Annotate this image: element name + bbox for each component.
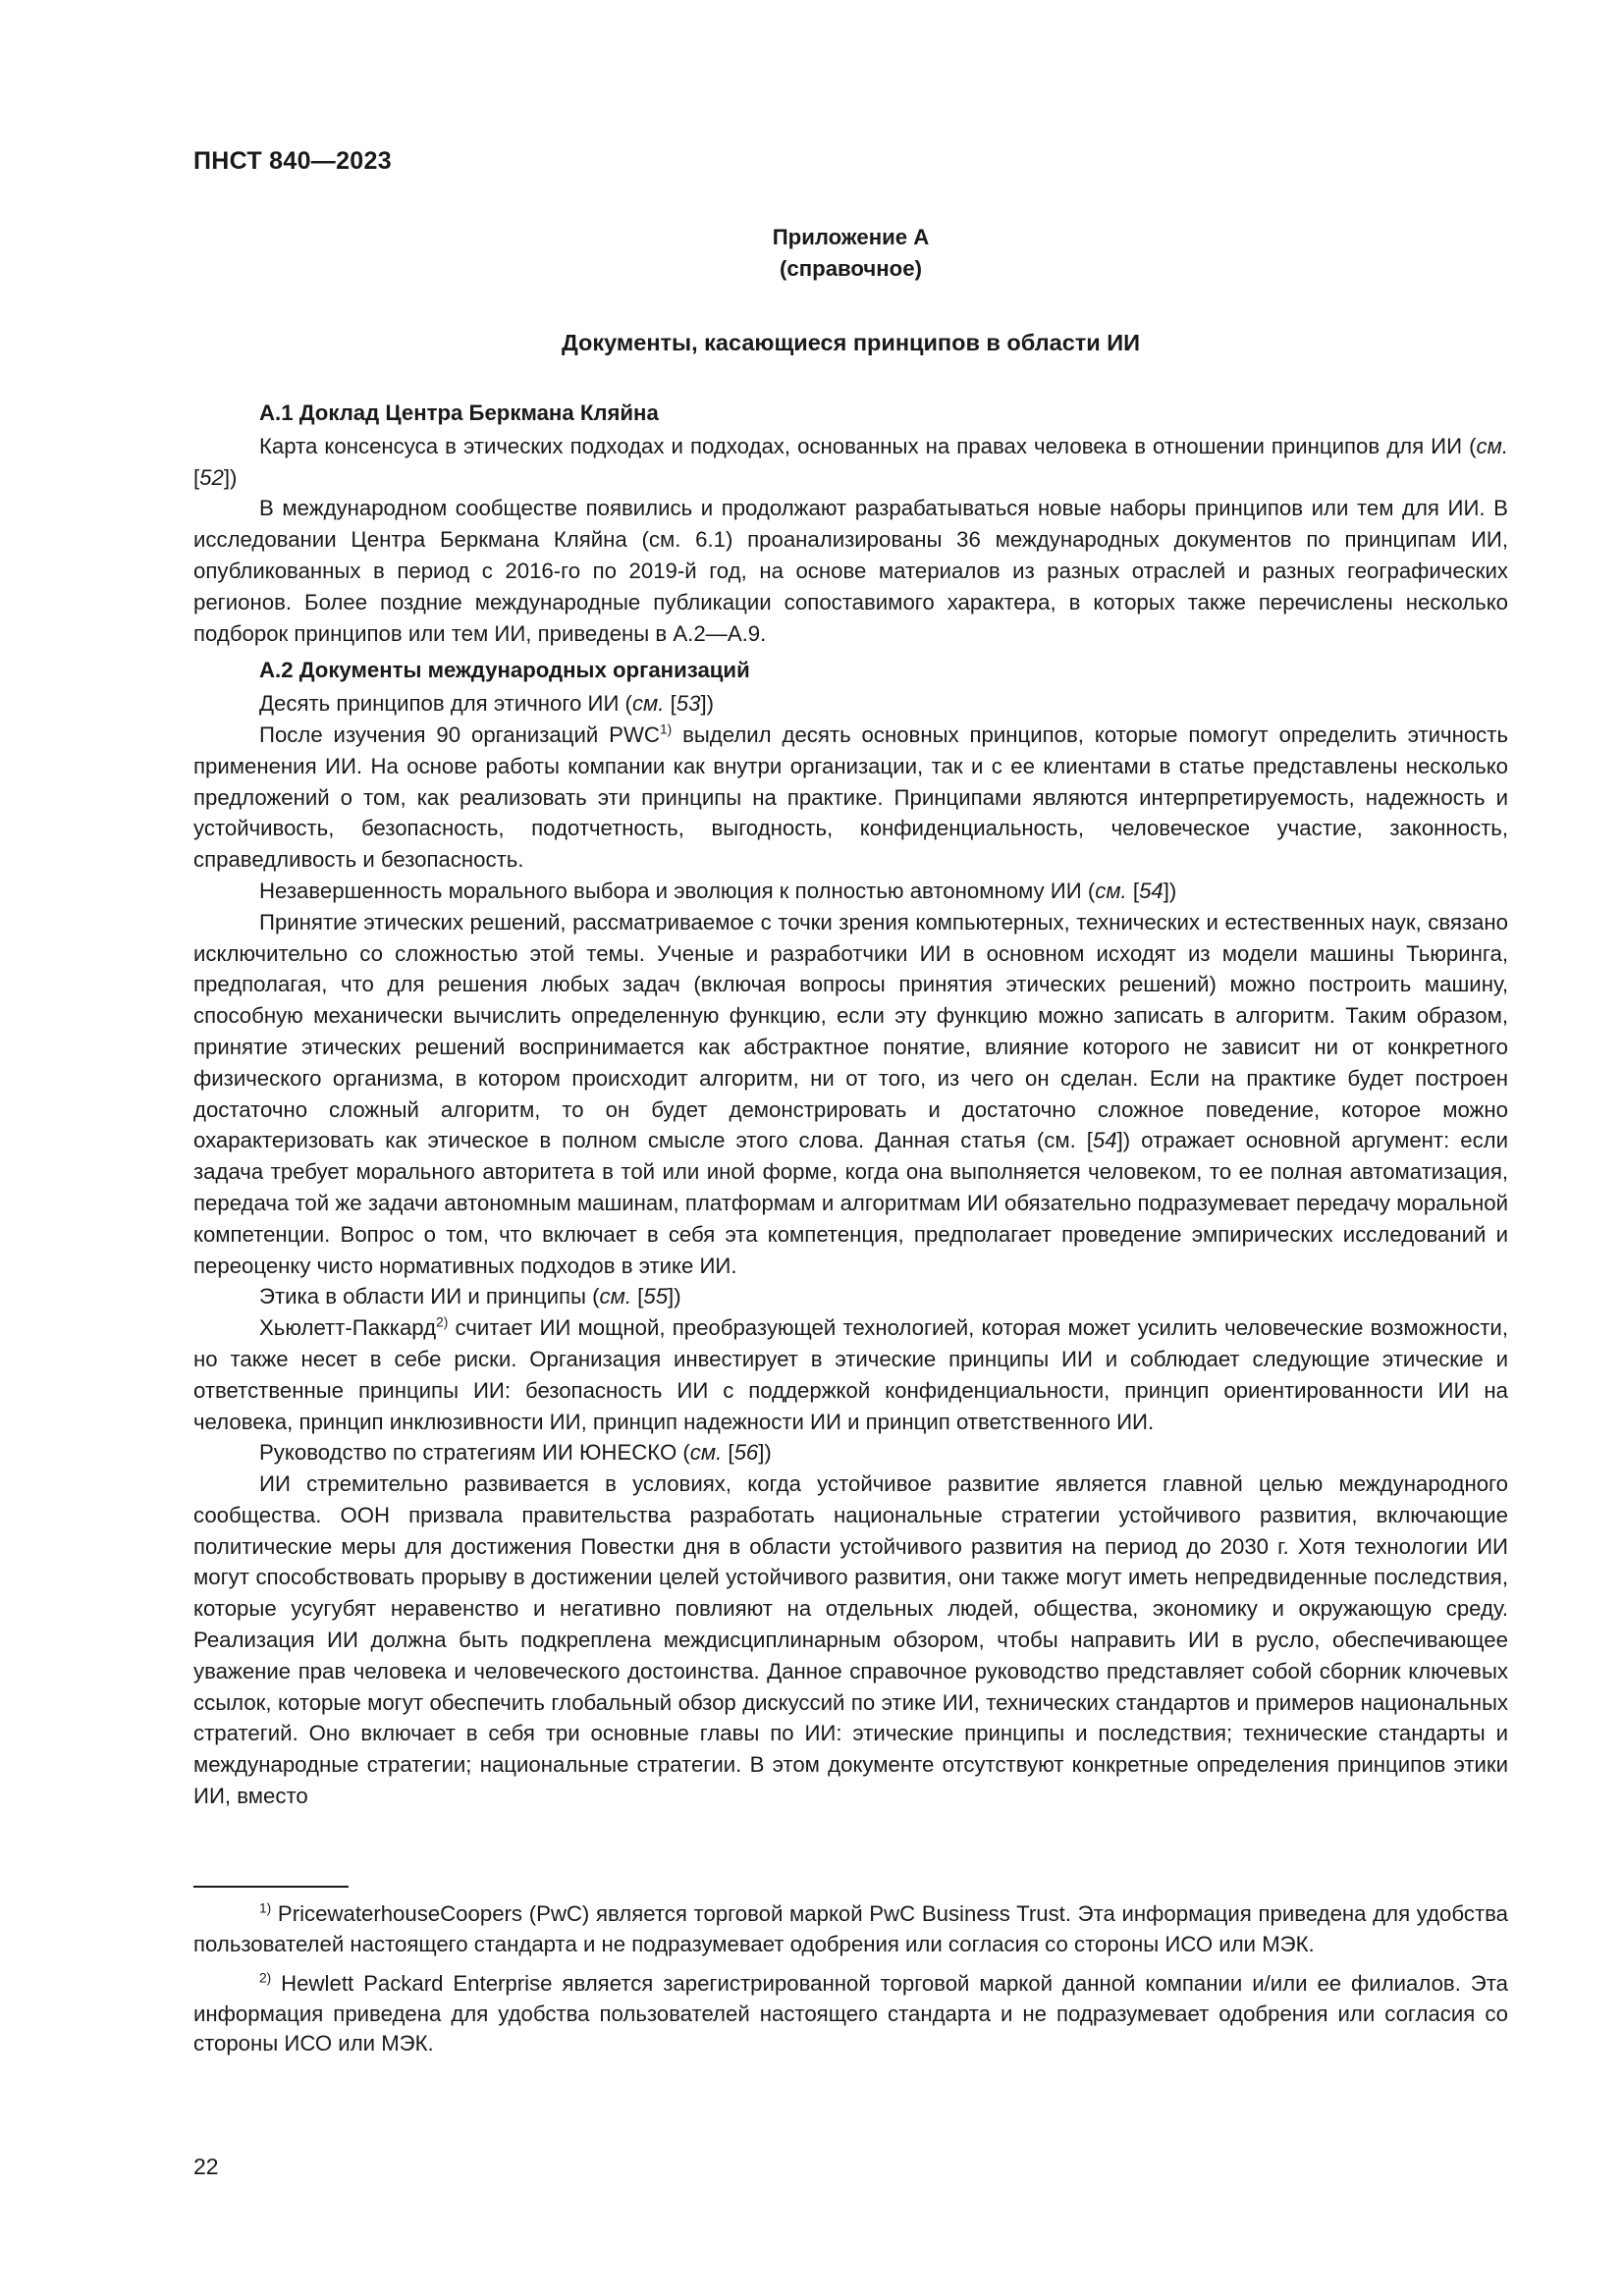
paragraph-a2-pwc: После изучения 90 организаций PWC$^{1)}$ выделил десять основных принципов, которые помогут определить этичность применения ИИ. На основе работы компании как внутри организации, так и с ее клиентами в статье представлены несколько предложений о том, как реализовать эти принципы на практике. Принципами являются интерпретируемость, надежность и устойчивость, безопасность, подотчетность, выгодность, конфиденциальность, человеческое участие, законность, справедливость и безопасность.	[193, 721, 1508, 873]
footnote-1: $^{1)}$ PricewaterhouseCoopers (PwC) является торговой маркой PwC Business Trust. Эта информация приведена для удобства пользователей настоящего стандарта и не подразумевает одобрения или согласия со стороны ИСО или МЭК.	[193, 1900, 1508, 1956]
paragraph-a2-item3: Этика в области ИИ и принципы (см. [55])	[259, 1284, 681, 1309]
footnote-mark: 2)	[436, 1314, 449, 1330]
footnote-divider	[193, 1886, 349, 1888]
paragraph-a2-item1: Десять принципов для этичного ИИ (см. [53])	[259, 691, 715, 717]
body-text	[193, 398, 1508, 1812]
paragraph-a2-ethics: Принятие этических решений, рассматриваемое с точки зрения компьютерных, технических и естественных наук, связано исключительно со сложностью этой темы. Ученые и разработчики ИИ в основном исходят из модели машины Тьюринга, предполагая, что для решения любых задач (включая вопросы принятия этических решений) можно построить машину, способную механически вычислить определенную функцию, если эту функцию можно записать в алгоритм. Таким образом, принятие этических решений воспринимается как абстрактное понятие, влияние которого не зависит ни от конкретного физического организма, в котором происходит алгоритм, ни от того, из чего он сделан. Если на практике будет построен достаточно сложный алгоритм, то он будет демонстрировать и достаточно сложное поведение, которое можно охарактеризовать как этическое в полном смысле этого слова. Данная статья (см. [54]) отражает основной аргумент: если задача требует морального авторитета в той или иной форме, когда она выполняется человеком, то ее полная автоматизация, передача той же задачи автономным машинам, платформам и алгоритмам ИИ обязательно подразумевает передачу моральной компетенции. Вопрос о том, что включает в себя эта компетенция, предполагает проведение эмпирических исследований и переоценку чисто нормативных подходов в этике ИИ.	[193, 909, 1509, 1278]
citation-ref: 52	[199, 464, 224, 490]
page-number: 22	[193, 2154, 219, 2179]
paragraph-a2-item4: Руководство по стратегиям ИИ ЮНЕСКО (см. [56])	[259, 1440, 772, 1466]
appendix-title	[193, 222, 1508, 285]
paragraph-a1-2: В международном сообществе появились и продолжают разрабатываться новые наборы принципов или тем для ИИ. В исследовании Центра Беркмана Кляйна (см. 6.1) проанализированы 36 международных документов по принципам ИИ, опубликованных в период с 2016-го по 2019-й год, на основе материалов из разных отраслей и разных географических регионов. Более поздние международные публикации сопоставимого характера, в которых также перечислены несколько подборок принципов или тем ИИ, приведены в А.2—А.9.	[193, 496, 1508, 646]
heading-a1: А.1 Доклад Центра Беркмана Кляйна	[259, 400, 659, 425]
heading-a2: А.2 Документы международных организаций	[259, 658, 750, 683]
document-id: ПНСТ 840—2023	[193, 147, 392, 175]
footnotes	[193, 1899, 1508, 2069]
citation-ref: 56	[733, 1440, 759, 1466]
appendix-type: (справочное)	[780, 255, 922, 281]
citation-ref: 54	[1092, 1128, 1117, 1153]
footnote-mark: 1)	[659, 721, 673, 737]
appendix-label: Приложение А	[772, 225, 930, 249]
citation-ref: 54	[1139, 878, 1164, 903]
paragraph-a1-1: Карта консенсуса в этических подходах и подходах, основанных на правах человека в отношении принципов для ИИ (см. [52])	[193, 433, 1508, 490]
footnote-2: $^{2)}$ Hewlett Packard Enterprise является зарегистрированной торговой маркой данной компании и/или ее филиалов. Эта информация приведена для удобства пользователей настоящего стандарта и не подразумевает одобрения или согласия со стороны ИСО или МЭК.	[193, 1970, 1508, 2056]
paragraph-a2-item2: Незавершенность морального выбора и эволюция к полностью автономному ИИ (см. [54])	[259, 878, 1177, 903]
citation-ref: 53	[676, 691, 701, 717]
footnote-mark: 2)	[259, 1970, 272, 1986]
citation-ref: 55	[643, 1284, 669, 1309]
section-title: Документы, касающиеся принципов в области ИИ	[561, 330, 1141, 355]
paragraph-a2-hp: Хьюлетт-Паккард$^{2)}$ считает ИИ мощной, преобразующей технологией, которая может усилить человеческие возможности, но также несет в себе риски. Организация инвестирует в этические принципы ИИ и соблюдает следующие этические и ответственные принципы ИИ: безопасность ИИ с поддержкой конфиденциальности, принцип ориентированности ИИ на человека, принцип инклюзивности ИИ, принцип надежности ИИ и принцип ответственного ИИ.	[193, 1314, 1508, 1434]
paragraph-a2-unesco: ИИ стремительно развивается в условиях, когда устойчивое развитие является главной целью международного сообщества. ООН призвала правительства разработать национальные стратегии устойчивого развития, включающие политические меры для достижения Повестки дня в области устойчивого развития на период до 2030 г. Хотя технологии ИИ могут способствовать прорыву в достижении целей устойчивого развития, они также могут иметь непредвиденные последствия, которые усугубят неравенство и негативно повлияют на отдельных людей, общества, экономику и окружающую среду. Реализация ИИ должна быть подкреплена междисциплинарным обзором, чтобы направить ИИ в русло, обеспечивающее уважение прав человека и человеческого достоинства. Данное справочное руководство представляет собой сборник ключевых ссылок, которые могут обеспечить глобальный обзор дискуссий по этике ИИ, технических стандартов и примеров национальных стратегий. Оно включает в себя три основные главы по ИИ: этические принципы и последствия; технические стандарты и международные стратегии; национальные стратегии. В этом документе отсутствуют конкретные определения принципов этики ИИ, вместо	[193, 1471, 1508, 1809]
footnote-mark: 1)	[259, 1900, 272, 1916]
